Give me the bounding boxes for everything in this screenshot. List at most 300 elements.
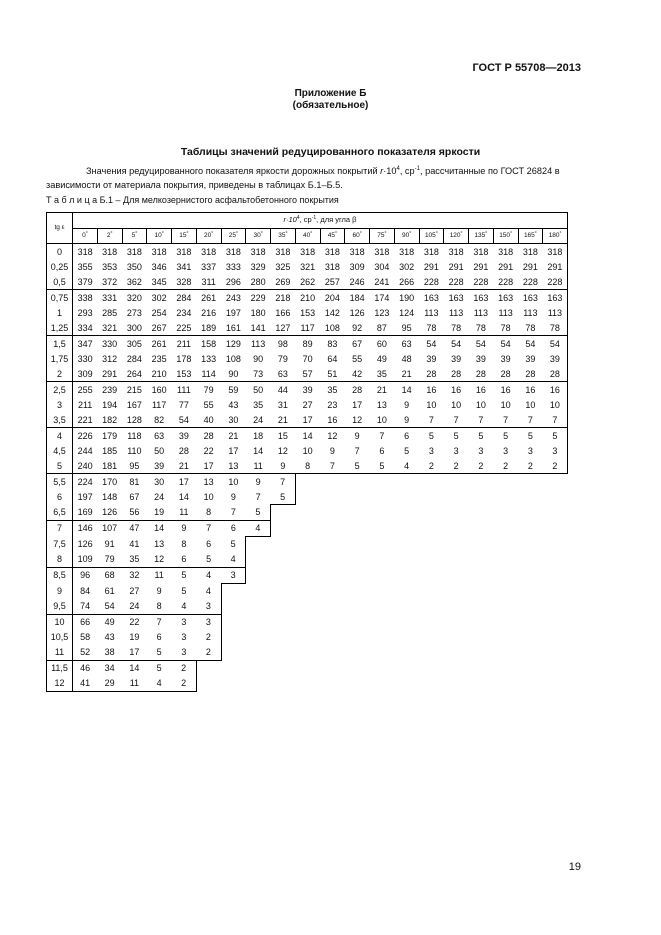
tg-value-cell: 3,5: [47, 412, 73, 428]
empty-area: [271, 505, 568, 521]
value-cell: 5: [147, 660, 172, 676]
value-cell: 2: [196, 630, 221, 645]
value-cell: 126: [349, 307, 365, 318]
value-cell: 5: [345, 458, 370, 474]
value-cell: 59: [221, 382, 246, 398]
value-cell: 228: [543, 274, 568, 290]
value-cell: 32: [122, 567, 147, 583]
value-cell: 338: [73, 290, 98, 306]
value-cell: 10: [426, 399, 437, 410]
value-cell: 128: [126, 414, 142, 425]
angle-header: [221, 228, 246, 244]
table-row: [47, 428, 568, 444]
value-cell: 267: [151, 322, 167, 333]
value-cell: 291: [522, 261, 538, 272]
tg-value-cell: 2: [47, 366, 73, 382]
value-cell: 321: [300, 261, 316, 272]
value-cell: 3: [503, 445, 509, 456]
value-cell: 228: [473, 276, 489, 287]
value-cell: 178: [176, 353, 192, 364]
value-cell: 218: [271, 290, 296, 306]
value-cell: 320: [122, 290, 147, 306]
angle-value: 20: [204, 231, 212, 239]
value-cell: 318: [221, 244, 246, 260]
tg-value-cell: 7,5: [47, 536, 73, 552]
value-cell: 60: [370, 336, 395, 352]
table-caption-label: Т а б л и ц а: [46, 195, 98, 205]
value-cell: 113: [448, 307, 464, 318]
value-cell: 362: [126, 276, 142, 287]
value-cell: 291: [102, 368, 118, 379]
value-cell: 21: [401, 368, 412, 379]
value-cell: 7: [320, 458, 345, 474]
value-cell: 10: [203, 491, 214, 502]
empty-area: [196, 676, 567, 692]
value-cell: 46: [73, 660, 98, 676]
value-cell: 215: [122, 382, 147, 398]
degree-sign: °: [460, 230, 463, 237]
value-cell: 3: [221, 567, 246, 583]
value-cell: 2: [493, 458, 518, 474]
value-cell: 54: [419, 336, 444, 352]
value-cell: 5: [206, 554, 212, 564]
value-cell: 7: [370, 428, 395, 444]
value-cell: 153: [176, 368, 192, 379]
angle-header: [370, 228, 395, 244]
value-cell: 190: [394, 290, 419, 306]
value-cell: 10: [525, 399, 536, 410]
tg-value-cell: 2,5: [47, 382, 73, 398]
degree-sign: °: [485, 230, 488, 237]
value-cell: 9: [246, 474, 271, 490]
value-cell: 163: [543, 290, 568, 306]
span-sup2: -1: [311, 215, 317, 222]
value-cell: 113: [523, 307, 538, 318]
tg-value-cell: 6: [47, 489, 73, 505]
degree-sign: °: [534, 230, 537, 237]
value-cell: 126: [102, 507, 118, 517]
value-cell: 27: [129, 585, 140, 596]
value-cell: 318: [394, 244, 419, 260]
value-cell: 54: [104, 601, 115, 611]
document-id: ГОСТ Р 55708—2013: [472, 62, 581, 74]
value-cell: 328: [176, 276, 192, 287]
angle-value: 105: [424, 231, 436, 239]
value-cell: 7: [354, 445, 360, 456]
value-cell: 113: [543, 305, 568, 320]
degree-sign: °: [435, 230, 438, 237]
value-cell: 284: [172, 290, 197, 306]
value-cell: 3: [181, 647, 187, 657]
value-cell: 118: [122, 428, 147, 444]
value-cell: 78: [426, 322, 437, 333]
value-cell: 56: [129, 507, 140, 517]
empty-area: [271, 520, 568, 536]
value-cell: 235: [151, 353, 167, 364]
value-cell: 210: [295, 290, 320, 306]
tg-value-cell: 10,5: [47, 630, 73, 645]
angle-header: [345, 228, 370, 244]
table-row: [47, 583, 568, 599]
value-cell: 89: [295, 336, 320, 352]
value-cell: 47: [122, 520, 147, 536]
value-cell: 318: [543, 244, 568, 260]
value-cell: 127: [275, 322, 291, 333]
value-cell: 216: [201, 307, 217, 318]
value-cell: 246: [349, 276, 365, 287]
value-cell: 318: [147, 244, 172, 260]
value-cell: 226: [73, 428, 98, 444]
value-cell: 302: [147, 290, 172, 306]
value-cell: 44: [271, 382, 296, 398]
value-cell: 167: [126, 399, 142, 410]
value-cell: 7: [428, 414, 434, 425]
angle-value: 90: [402, 231, 410, 239]
intro-text-c: , ср: [399, 166, 415, 176]
value-cell: 148: [102, 491, 118, 502]
value-cell: 107: [97, 520, 122, 536]
value-cell: 2: [419, 458, 444, 474]
tg-value-cell: 0,5: [47, 274, 73, 290]
angle-header: [394, 228, 419, 244]
section-title: Таблицы значений редуцированного показателя яркости: [180, 146, 481, 158]
value-cell: 54: [518, 336, 543, 352]
value-cell: 90: [228, 368, 239, 379]
value-cell: 18: [246, 428, 271, 444]
value-cell: 14: [178, 491, 189, 502]
table-row: [47, 645, 568, 661]
value-cell: 255: [73, 382, 98, 398]
value-cell: 141: [250, 322, 266, 333]
value-cell: 57: [302, 368, 313, 379]
value-cell: 113: [473, 307, 489, 318]
value-cell: 28: [178, 445, 189, 456]
value-cell: 273: [126, 307, 142, 318]
degree-sign: °: [235, 230, 238, 237]
value-cell: 345: [151, 276, 167, 287]
empty-area: [221, 645, 568, 661]
value-cell: 329: [250, 261, 266, 272]
angle-header: [122, 228, 147, 244]
value-cell: 7: [527, 414, 533, 425]
value-cell: 197: [77, 491, 93, 502]
value-cell: 54: [444, 336, 469, 352]
value-cell: 5: [419, 428, 444, 444]
value-cell: 160: [147, 382, 172, 398]
value-cell: 4: [246, 520, 271, 536]
value-cell: 73: [253, 368, 264, 379]
value-cell: 296: [225, 276, 241, 287]
value-cell: 28: [196, 428, 221, 444]
value-cell: 4: [394, 458, 419, 474]
angle-value: 45: [327, 231, 335, 239]
intro-text-b: ·10: [383, 166, 397, 176]
value-cell: 182: [102, 414, 118, 425]
value-cell: 35: [376, 368, 387, 379]
intro-text-d: , рассчитанные по ГОСТ 26824 в зависимости от материала покрытия, приведены в таблицах Б.1–Б.5.: [46, 166, 560, 190]
value-cell: 39: [525, 353, 536, 364]
value-cell: 92: [352, 322, 363, 333]
annex-heading: [60, 88, 601, 112]
value-cell: 17: [352, 399, 363, 410]
value-cell: 13: [196, 474, 221, 490]
intro-text-a: Значения редуцированного показателя яркости дорожных покрытий: [86, 166, 381, 176]
value-cell: 7: [255, 491, 261, 502]
value-cell: 16: [444, 382, 469, 398]
value-cell: 7: [271, 474, 296, 490]
value-cell: 95: [401, 322, 412, 333]
value-cell: 79: [277, 353, 288, 364]
empty-area: [221, 599, 568, 615]
table-row: [47, 244, 568, 260]
empty-area: [295, 474, 567, 490]
value-cell: 58: [80, 632, 91, 642]
angle-value: 10: [154, 231, 162, 239]
value-cell: 5: [518, 428, 543, 444]
value-cell: 379: [77, 276, 93, 287]
tg-value-cell: 0: [47, 244, 73, 260]
degree-sign: °: [135, 230, 138, 237]
corner-header: tg ε: [47, 213, 73, 244]
value-cell: 78: [500, 322, 511, 333]
value-cell: 350: [126, 261, 142, 272]
value-cell: 10: [500, 399, 511, 410]
angle-header: [295, 228, 320, 244]
degree-sign: °: [334, 230, 337, 237]
value-cell: 38: [104, 647, 115, 657]
span-r: r·10: [283, 215, 297, 225]
value-cell: 184: [345, 290, 370, 306]
angle-header: [444, 228, 469, 244]
value-cell: 9: [172, 520, 197, 536]
value-cell: 6: [181, 554, 187, 564]
degree-sign: °: [359, 230, 362, 237]
value-cell: 318: [320, 244, 345, 260]
value-cell: 9: [156, 585, 162, 596]
value-cell: 39: [154, 460, 165, 471]
value-cell: 210: [151, 368, 167, 379]
value-cell: 67: [345, 336, 370, 352]
value-cell: 7: [230, 507, 236, 517]
angle-value: 120: [449, 231, 461, 239]
value-cell: 113: [498, 307, 513, 318]
tg-value-cell: 0,75: [47, 290, 73, 306]
value-cell: 34: [97, 660, 122, 676]
value-cell: 318: [493, 244, 518, 260]
annex-status: (обязательное): [292, 100, 369, 111]
value-cell: 9: [404, 414, 410, 425]
table-row: [47, 336, 568, 352]
tg-value-cell: 11,5: [47, 660, 73, 676]
value-cell: 355: [77, 261, 93, 272]
value-cell: 17: [203, 460, 214, 471]
value-cell: 4: [196, 583, 221, 599]
table-row: [47, 290, 568, 306]
value-cell: 10: [302, 445, 313, 456]
value-cell: 304: [374, 261, 390, 272]
value-cell: 35: [253, 399, 264, 410]
value-cell: 3: [196, 614, 221, 630]
value-cell: 321: [102, 322, 118, 333]
value-cell: 67: [129, 491, 140, 502]
value-cell: 17: [129, 647, 140, 657]
tg-value-cell: 9,5: [47, 599, 73, 615]
degree-sign: °: [260, 230, 263, 237]
value-cell: 291: [498, 261, 514, 272]
tg-value-cell: 1: [47, 305, 73, 320]
value-cell: 21: [277, 414, 288, 425]
value-cell: 24: [253, 414, 264, 425]
value-cell: 257: [324, 276, 340, 287]
value-cell: 318: [324, 261, 340, 272]
value-cell: 185: [102, 445, 118, 456]
value-cell: 19: [154, 507, 165, 517]
degree-sign: °: [384, 230, 387, 237]
angle-value: 165: [523, 231, 535, 239]
value-cell: 39: [295, 382, 320, 398]
value-cell: 40: [203, 414, 214, 425]
value-cell: 3: [453, 445, 459, 456]
value-cell: 87: [376, 322, 387, 333]
angle-header: [271, 228, 296, 244]
empty-area: [221, 630, 568, 645]
value-cell: 111: [172, 382, 197, 398]
value-cell: 28: [426, 368, 437, 379]
tg-value-cell: 4,5: [47, 443, 73, 458]
value-cell: 8: [295, 458, 320, 474]
tg-value-cell: 5: [47, 458, 73, 474]
angle-header: [493, 228, 518, 244]
value-cell: 7: [147, 614, 172, 630]
empty-area: [221, 583, 568, 599]
value-cell: 2: [196, 645, 221, 661]
value-cell: 291: [543, 259, 568, 274]
value-cell: 331: [97, 290, 122, 306]
value-cell: 27: [302, 399, 313, 410]
value-cell: 309: [77, 368, 93, 379]
value-cell: 117: [151, 399, 167, 410]
value-cell: 333: [225, 261, 241, 272]
value-cell: 318: [196, 244, 221, 260]
value-cell: 234: [176, 307, 192, 318]
angle-value: 75: [377, 231, 385, 239]
value-cell: 293: [77, 307, 93, 318]
value-cell: 204: [320, 290, 345, 306]
value-cell: 261: [147, 336, 172, 352]
value-cell: 221: [77, 414, 93, 425]
value-cell: 49: [376, 353, 387, 364]
tg-value-cell: 9: [47, 583, 73, 599]
value-cell: 109: [77, 554, 93, 564]
tg-value-cell: 7: [47, 520, 73, 536]
intro-paragraph: [46, 164, 586, 192]
value-cell: 30: [147, 474, 172, 490]
value-cell: 318: [444, 244, 469, 260]
value-cell: 228: [522, 276, 538, 287]
value-cell: 163: [469, 290, 494, 306]
empty-area: [221, 614, 568, 630]
value-cell: 163: [493, 290, 518, 306]
value-cell: 7: [453, 414, 459, 425]
value-cell: 22: [203, 445, 214, 456]
value-cell: 169: [77, 507, 93, 517]
value-cell: 6: [394, 428, 419, 444]
table-row: [47, 536, 568, 552]
value-cell: 16: [419, 382, 444, 398]
value-cell: 64: [327, 353, 338, 364]
value-cell: 16: [543, 382, 568, 398]
value-cell: 9: [280, 460, 286, 471]
tg-value-cell: 6,5: [47, 505, 73, 521]
value-cell: 84: [80, 585, 91, 596]
value-cell: 240: [77, 460, 93, 471]
value-cell: 5: [156, 647, 162, 657]
value-cell: 82: [154, 414, 165, 425]
tg-value-cell: 0,25: [47, 259, 73, 274]
value-cell: 318: [370, 244, 395, 260]
value-cell: 43: [228, 399, 239, 410]
value-cell: 41: [129, 538, 140, 549]
value-cell: 291: [473, 261, 489, 272]
value-cell: 6: [221, 520, 246, 536]
value-cell: 3: [527, 445, 533, 456]
tg-value-cell: 8: [47, 552, 73, 568]
value-cell: 5: [271, 489, 296, 505]
degree-sign: °: [211, 230, 214, 237]
table-row: [47, 458, 568, 474]
value-cell: 70: [302, 353, 313, 364]
angle-header: [320, 228, 345, 244]
value-cell: 284: [126, 353, 142, 364]
value-cell: 29: [97, 676, 122, 692]
value-cell: 22: [122, 614, 147, 630]
empty-area: [246, 567, 568, 583]
table-row: [47, 630, 568, 645]
angle-value: 180: [548, 231, 560, 239]
angle-header: [469, 228, 494, 244]
value-cell: 51: [327, 368, 338, 379]
tg-value-cell: 8,5: [47, 567, 73, 583]
value-cell: 95: [129, 460, 140, 471]
value-cell: 9: [345, 428, 370, 444]
intro-sup-b: 4: [396, 166, 400, 172]
value-cell: 5: [221, 536, 246, 552]
value-cell: 113: [424, 307, 439, 318]
table-row: [47, 520, 568, 536]
value-cell: 197: [225, 307, 241, 318]
angle-header: [518, 228, 543, 244]
value-cell: 123: [374, 307, 390, 318]
value-cell: 49: [97, 614, 122, 630]
value-cell: 54: [469, 336, 494, 352]
value-cell: 146: [73, 520, 98, 536]
value-cell: 78: [451, 322, 462, 333]
value-cell: 54: [493, 336, 518, 352]
table-row: [47, 614, 568, 630]
angle-header: [543, 228, 568, 244]
value-cell: 10: [376, 414, 387, 425]
value-cell: 19: [129, 632, 140, 642]
value-cell: 318: [271, 244, 296, 260]
value-cell: 7: [196, 520, 221, 536]
table-row: [47, 676, 568, 692]
value-cell: 330: [97, 336, 122, 352]
value-cell: 48: [401, 353, 412, 364]
value-cell: 302: [399, 261, 415, 272]
value-cell: 211: [172, 336, 197, 352]
angle-span-header: [73, 213, 568, 229]
value-cell: 11: [147, 567, 172, 583]
